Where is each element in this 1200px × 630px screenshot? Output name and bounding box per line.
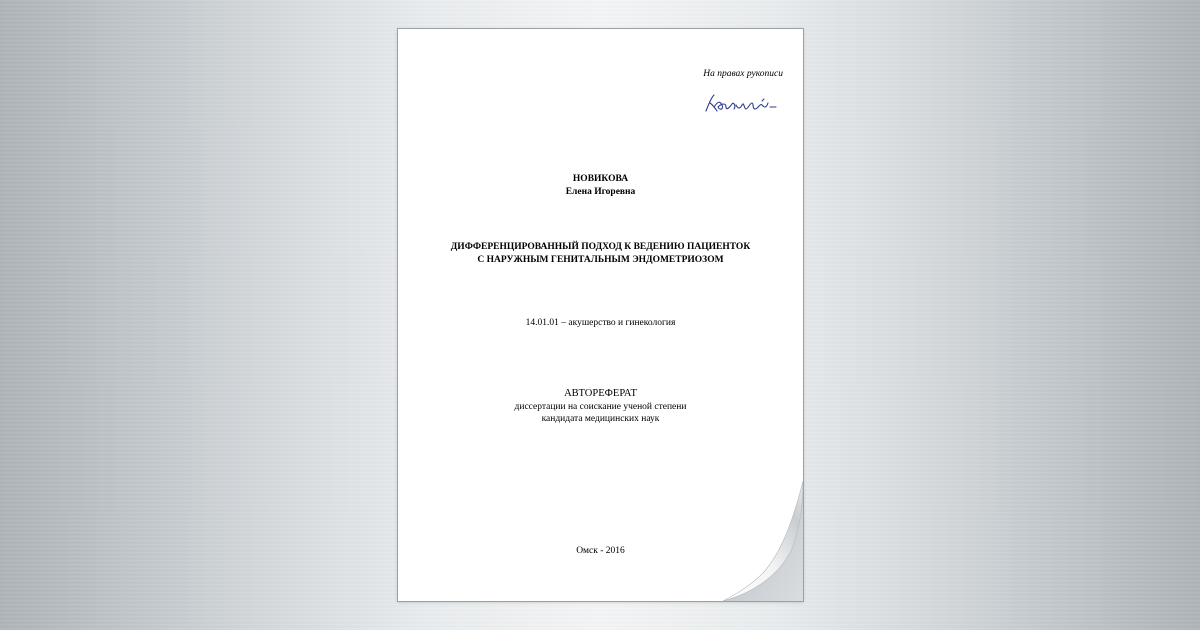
abstract-description-line-2: кандидата медицинских наук xyxy=(541,414,660,424)
handwritten-signature-icon xyxy=(700,89,780,117)
page-curl-icon xyxy=(723,481,803,601)
abstract-type: АВТОРЕФЕРАТ xyxy=(564,388,637,399)
specialty-code: 14.01.01 – акушерство и гинекология xyxy=(525,318,676,328)
city-year: Омск - 2016 xyxy=(576,546,625,556)
dissertation-title-line-2: С НАРУЖНЫМ ГЕНИТАЛЬНЫМ ЭНДОМЕТРИОЗОМ xyxy=(477,255,724,265)
document-page xyxy=(398,29,803,601)
manuscript-rights-note: На правах рукописи xyxy=(703,69,783,79)
author-given-names: Елена Игоревна xyxy=(565,187,636,197)
abstract-description-line-1: диссертации на соискание ученой степени xyxy=(514,402,687,412)
dissertation-title-line-1: ДИФФЕРЕНЦИРОВАННЫЙ ПОДХОД К ВЕДЕНИЮ ПАЦИЕНТОК xyxy=(450,242,751,252)
author-surname: НОВИКОВА xyxy=(572,174,629,184)
